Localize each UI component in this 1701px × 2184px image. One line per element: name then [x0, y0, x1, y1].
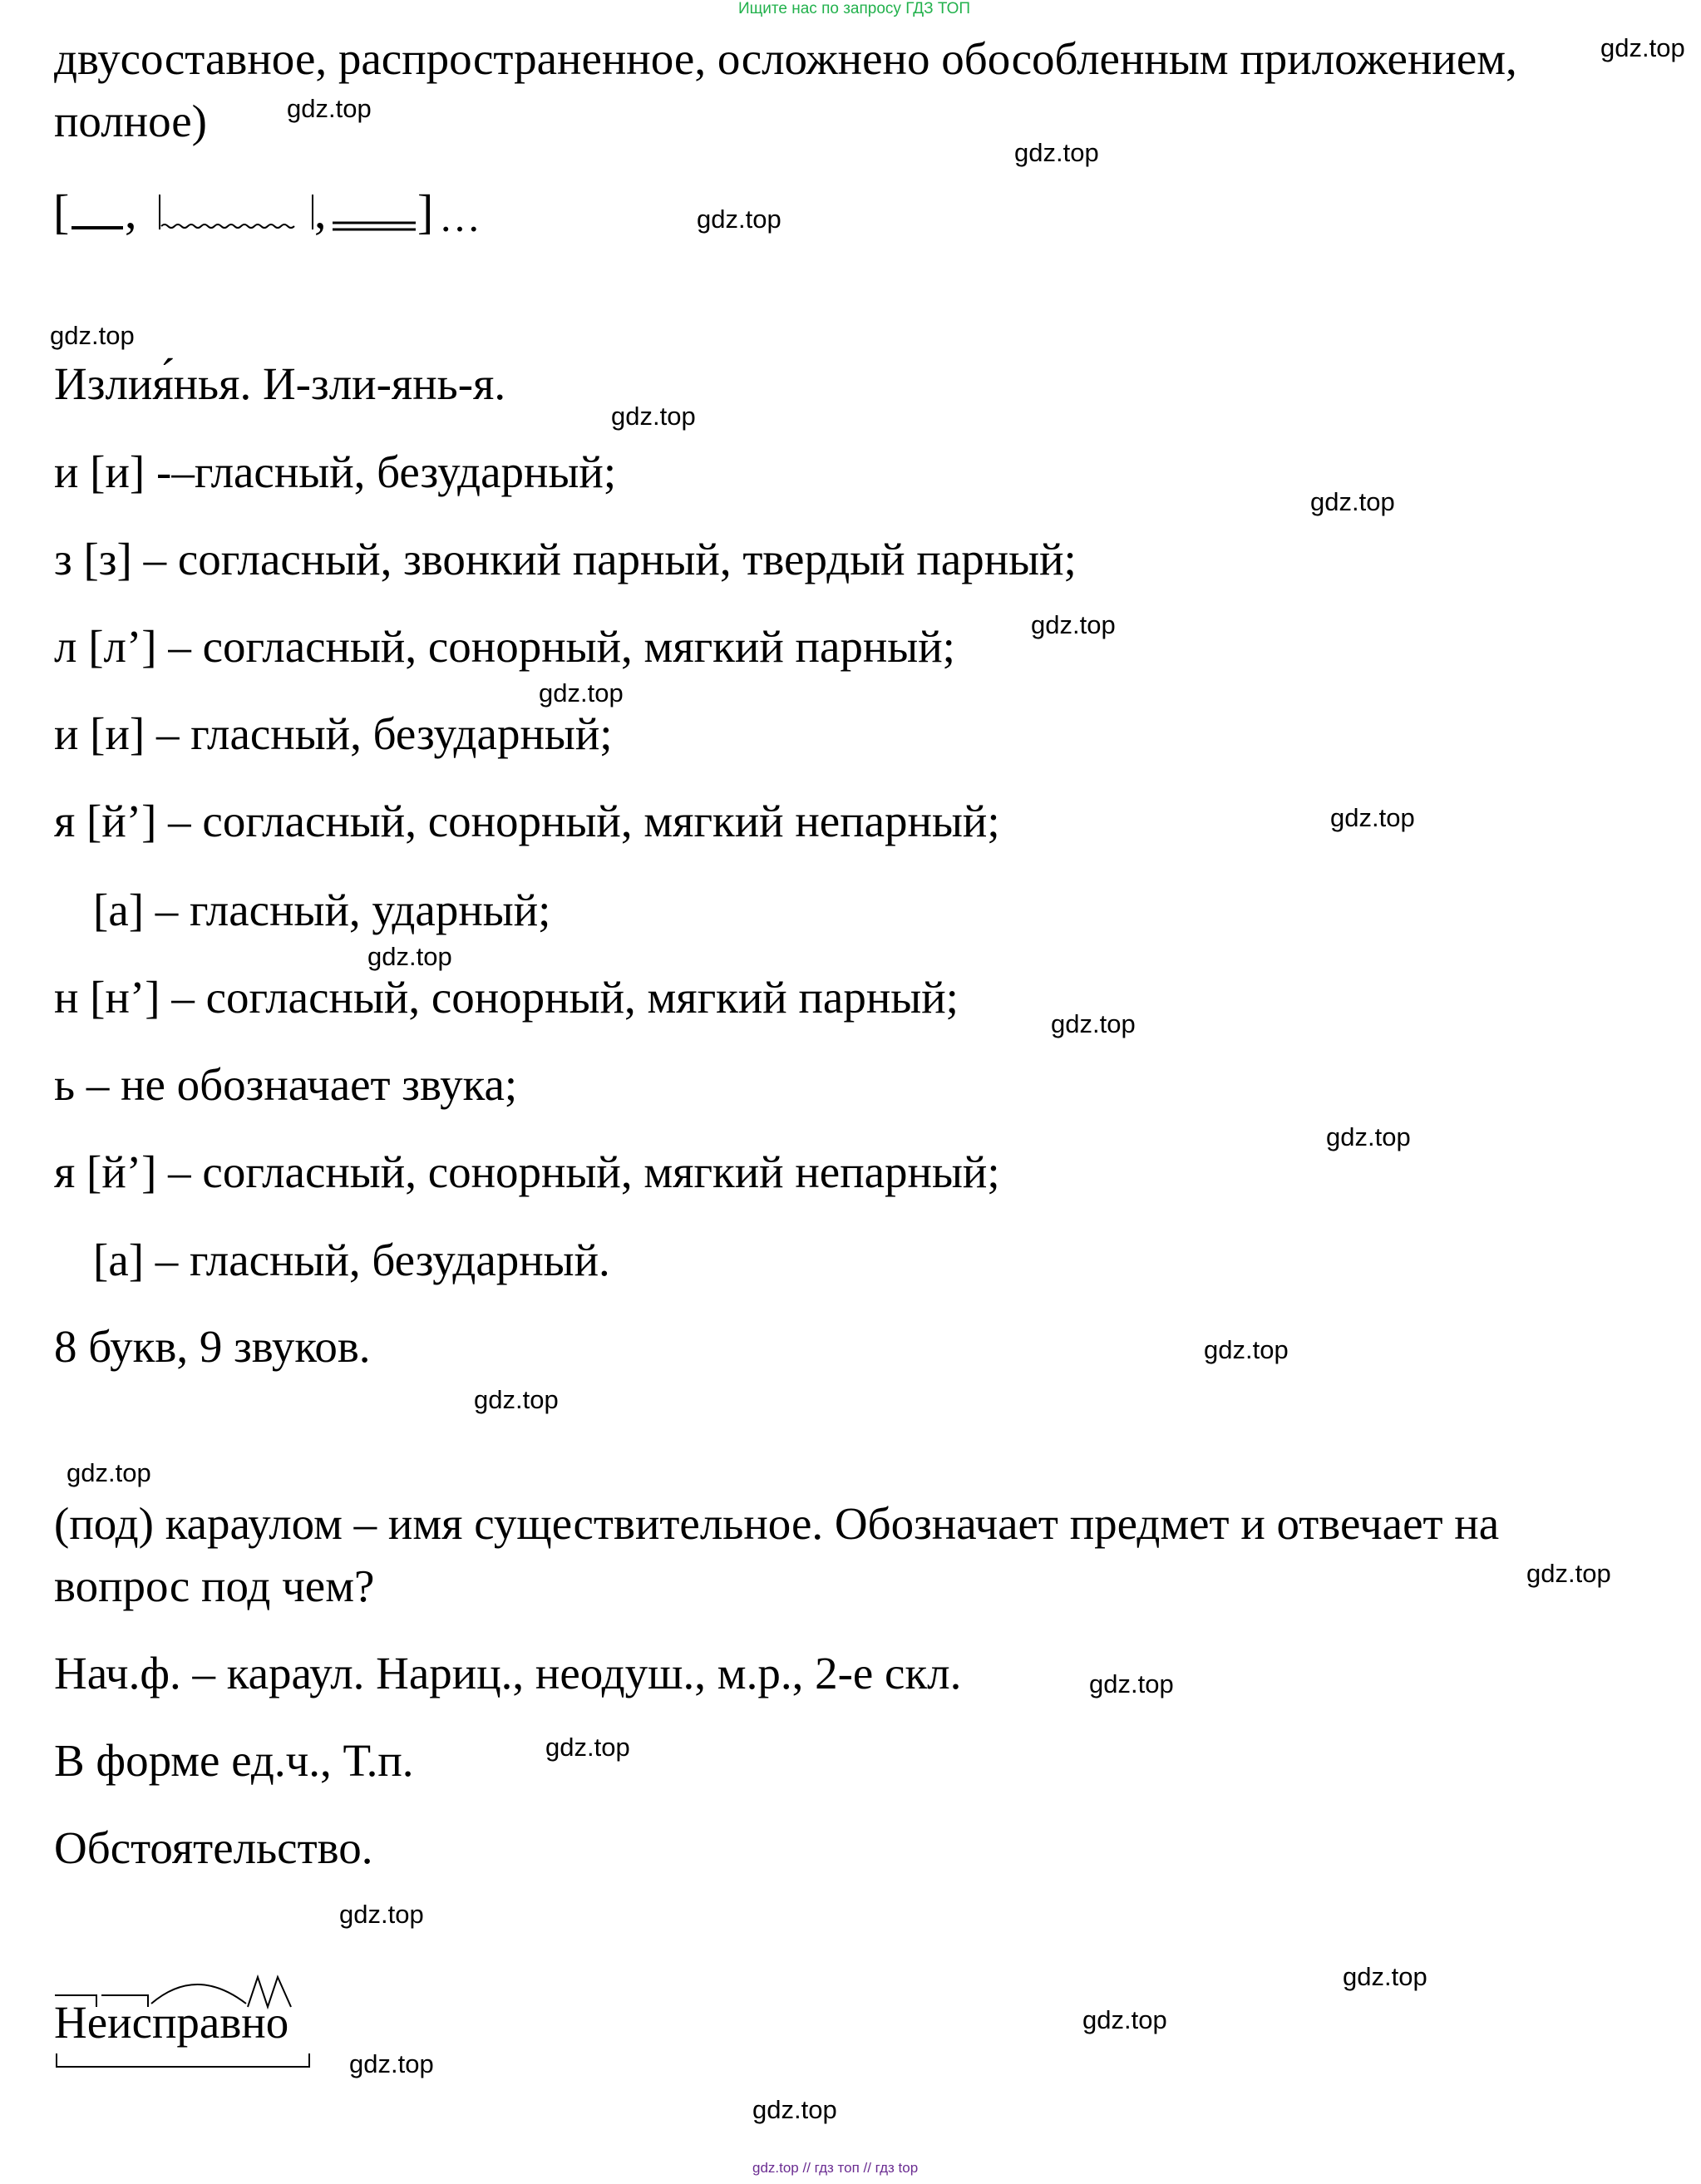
- phonetic-row: я [й’] – согласный, сонорный, мягкий непарный;: [54, 1146, 1000, 1197]
- svg-text:,: ,: [314, 185, 327, 239]
- watermark: gdz.top: [349, 2049, 434, 2078]
- phonetic-summary: 8 букв, 9 звуков.: [54, 1321, 371, 1372]
- scheme-diagram: [50, 175, 482, 241]
- watermark: gdz.top: [67, 1458, 151, 1487]
- phonetic-row: [а] – гласный, ударный;: [93, 885, 551, 935]
- watermark: gdz.top: [1326, 1122, 1411, 1151]
- phonetic-word: Излия́нья. И-зли-янь-я.: [54, 358, 506, 409]
- watermark: gdz.top: [1014, 138, 1099, 167]
- syntax-line-1: двусоставное, распространенное, осложнено обособленным приложением,: [54, 33, 1517, 84]
- watermark: gdz.top: [545, 1733, 630, 1762]
- watermark: gdz.top: [1204, 1335, 1289, 1364]
- morph-line-2: вопрос под чем?: [54, 1560, 375, 1611]
- svg-text:]: ]: [417, 185, 434, 239]
- watermark: gdz.top: [339, 1900, 424, 1929]
- phonetic-row: ь – не обозначает звука;: [54, 1059, 518, 1110]
- watermark: gdz.top: [752, 2095, 837, 2124]
- search-hint-link[interactable]: Ищите нас по запросу ГДЗ ТОП: [738, 0, 971, 17]
- watermark: gdz.top: [1089, 1669, 1174, 1698]
- watermark: gdz.top: [1526, 1559, 1611, 1588]
- watermark: gdz.top: [474, 1385, 559, 1414]
- footer-links[interactable]: gdz.top // гдз топ // гдз top: [752, 2160, 919, 2176]
- scheme-ellipsis: …: [439, 194, 481, 240]
- watermark: gdz.top: [697, 205, 781, 234]
- morpheme-word: Неисправно: [54, 1997, 289, 2048]
- phonetic-row: я [й’] – согласный, сонорный, мягкий непарный;: [54, 796, 1000, 846]
- watermark: gdz.top: [1343, 1962, 1427, 1991]
- watermark: gdz.top: [50, 321, 135, 350]
- watermark: gdz.top: [1330, 803, 1415, 832]
- morph-line-1: (под) караулом – имя существительное. Обозначает предмет и отвечает на: [54, 1498, 1500, 1549]
- svg-text:,: ,: [125, 185, 137, 239]
- morph-line-5: Обстоятельство.: [54, 1822, 373, 1873]
- morph-line-4: В форме ед.ч., Т.п.: [54, 1735, 414, 1786]
- phonetic-row: з [з] – согласный, звонкий парный, твердый парный;: [54, 534, 1077, 584]
- watermark: gdz.top: [1600, 33, 1685, 62]
- watermark: gdz.top: [539, 678, 624, 707]
- syntax-line-2: полное): [54, 96, 207, 146]
- watermark: gdz.top: [287, 94, 372, 123]
- svg-text:[: [: [53, 185, 70, 239]
- watermark: gdz.top: [1031, 610, 1116, 639]
- phonetic-row: [а] – гласный, безударный.: [93, 1235, 610, 1285]
- phonetic-row: и [и] – гласный, безударный;: [54, 708, 613, 759]
- phonetic-row: н [н’] – согласный, сонорный, мягкий парный;: [54, 972, 959, 1023]
- watermark: gdz.top: [611, 402, 696, 431]
- phonetic-row: и [и] -–гласный, безударный;: [54, 446, 617, 497]
- watermark: gdz.top: [1082, 2005, 1167, 2034]
- watermark: gdz.top: [367, 942, 452, 971]
- phonetic-row: л [л’] – согласный, сонорный, мягкий парный;: [54, 621, 955, 672]
- morph-line-3: Нач.ф. – караул. Нариц., неодуш., м.р., 2-е скл.: [54, 1648, 962, 1698]
- watermark: gdz.top: [1051, 1009, 1136, 1038]
- watermark: gdz.top: [1310, 487, 1395, 516]
